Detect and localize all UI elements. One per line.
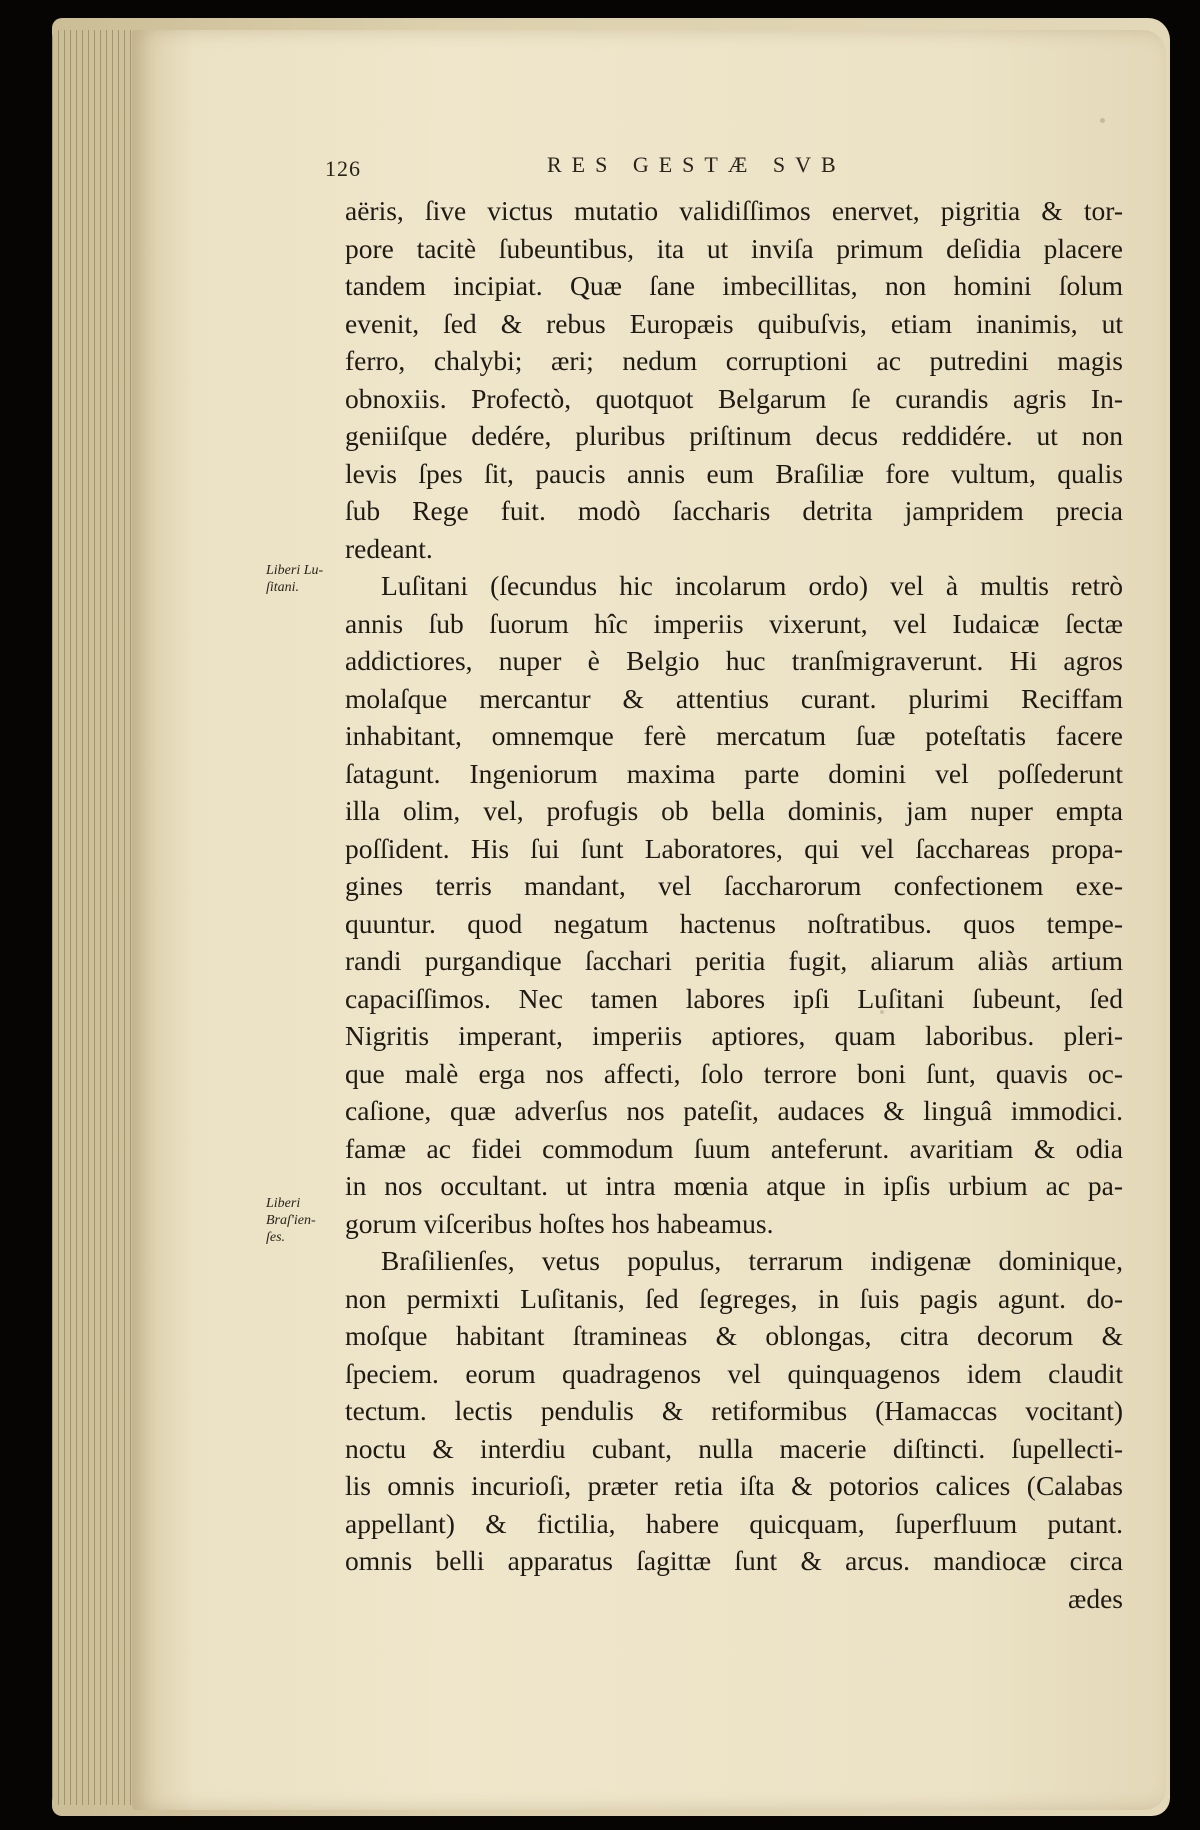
text-line: lis omnis incurioſi, præter retia iſta & potorios calices (Calabas: [345, 1470, 1123, 1501]
text-line: capaciſſimos. Nec tamen labores ipſi Luſitani ſubeunt, ſed: [345, 982, 1123, 1014]
text-line: quuntur. quod negatum hactenus noſtratibus. quos tempe-: [345, 907, 1123, 939]
text-line: levis ſpes ſit, paucis annis eum Braſiliæ fore vultum, qualis: [345, 457, 1123, 489]
text-line: moſque habitant ſtramineas & oblongas, citra decorum &: [345, 1320, 1123, 1351]
page-edges: [52, 30, 142, 1805]
body-text: [345, 192, 1123, 1617]
text-line: non permixti Luſitanis, ſed ſegreges, in ſuis pagis agunt. do-: [345, 1282, 1123, 1314]
margin-note: Liberi Braſ'ien- ſes.: [266, 1196, 316, 1245]
text-line: Luſitani (ſecundus hic incolarum ordo) vel à multis retrò: [381, 570, 1123, 601]
text-line: tectum. lectis pendulis & retiformibus (Hamaccas vocitant): [345, 1395, 1123, 1426]
text-line: randi purgandique ſacchari peritia fugit, aliarum aliàs artium: [345, 945, 1123, 976]
text-line: obnoxiis. Profectò, quotquot Belgarum ſe curandis agris In-: [345, 382, 1123, 414]
text-line: evenit, ſed & rebus Europæis quibuſvis, etiam inanimis, ut: [345, 307, 1123, 339]
text-line: pore tacitè ſubeuntibus, ita ut inviſa primum deſidia placere: [345, 232, 1123, 264]
text-line: addictiores, nuper è Belgio huc tranſmigraverunt. Hi agros: [345, 645, 1123, 676]
text-line: poſſident. His ſui ſunt Laboratores, qui vel ſacchareas propa-: [345, 832, 1123, 864]
text-line: in nos occultant. ut intra mœnia atque in ipſis urbium ac pa-: [345, 1170, 1123, 1201]
text-line: molaſque mercantur & attentius curant. plurimi Reciffam: [345, 682, 1123, 714]
text-line: Braſilienſes, vetus populus, terrarum indigenæ dominique,: [381, 1245, 1123, 1276]
text-line: gorum viſceribus hoſtes hos habeamus.: [345, 1207, 774, 1239]
text-line: annis ſub ſuorum hîc imperiis vixerunt, vel Iudaicæ ſectæ: [345, 607, 1123, 639]
running-head: [325, 152, 1125, 188]
text-line: ſatagunt. Ingeniorum maxima parte domini vel poſſederunt: [345, 757, 1123, 789]
running-head-title: RES GESTÆ SVB: [547, 152, 846, 177]
text-line: ferro, chalybi; æri; nedum corruptioni ac putredini magis: [345, 345, 1123, 376]
text-line: omnis belli apparatus ſagittæ ſunt & arcus. mandiocæ circa: [345, 1545, 1123, 1576]
text-line: tandem incipiat. Quæ ſane imbecillitas, non homini ſolum: [345, 270, 1123, 301]
catchword: ædes: [1068, 1582, 1123, 1614]
text-line: noctu & interdiu cubant, nulla macerie diſtincti. ſupellecti-: [345, 1432, 1123, 1464]
margin-note: Liberi Lu- ſitani.: [266, 563, 324, 595]
foxing-spot: [1100, 118, 1105, 123]
text-line: que malè erga nos affecti, ſolo terrore boni ſunt, quavis oc-: [345, 1057, 1123, 1089]
text-line: aëris, ſive victus mutatio validiſſimos enervet, pigritia & tor-: [345, 195, 1123, 226]
text-line: inhabitant, omnemque ferè mercatum ſuæ poteſtatis facere: [345, 720, 1123, 751]
text-line: redeant.: [345, 532, 433, 564]
text-line: appellant) & fictilia, habere quicquam, ſuperfluum putant.: [345, 1507, 1123, 1539]
text-line: famæ ac fidei commodum ſuum anteferunt. avaritiam & odia: [345, 1132, 1123, 1164]
text-line: ſpeciem. eorum quadragenos vel quinquagenos idem claudit: [345, 1357, 1123, 1389]
text-line: gines terris mandant, vel ſaccharorum confectionem exe-: [345, 870, 1123, 901]
text-line: ſub Rege fuit. modò ſaccharis detrita jampridem precia: [345, 495, 1123, 526]
text-line: illa olim, vel, profugis ob bella dominis, jam nuper empta: [345, 795, 1123, 826]
page-number: 126: [325, 156, 361, 181]
text-line: Nigritis imperant, imperiis aptiores, quam laboribus. pleri-: [345, 1020, 1123, 1051]
text-line: geniiſque dedére, pluribus priſtinum decus reddidére. ut non: [345, 420, 1123, 451]
text-line: caſione, quæ adverſus nos pateſit, audaces & linguâ immodici.: [345, 1095, 1123, 1126]
